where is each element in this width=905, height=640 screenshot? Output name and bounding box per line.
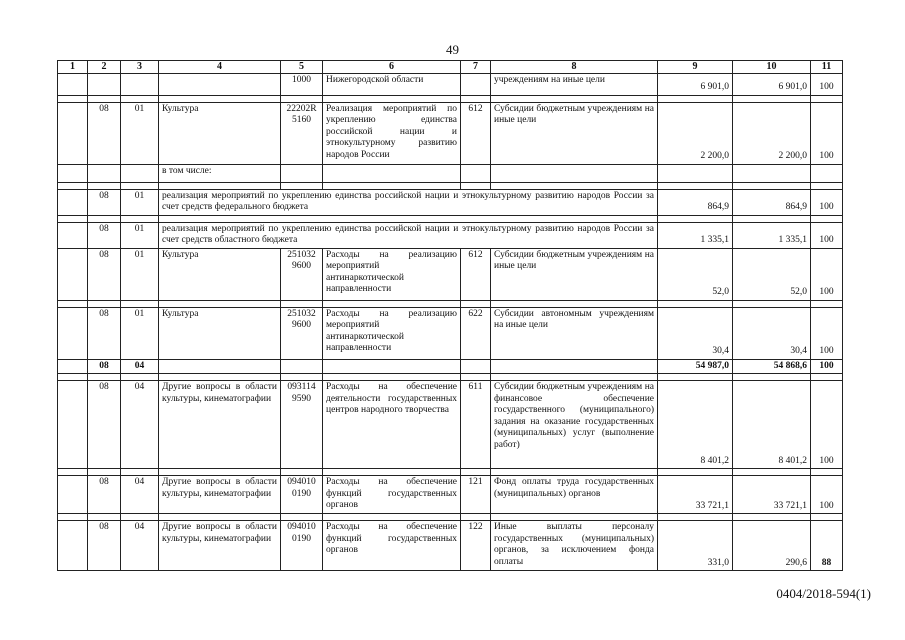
cell-type: Фонд оплаты труда государственных (муниципальных) органов <box>491 476 658 514</box>
cell-percent: 100 <box>811 476 843 514</box>
cell-fact: 2 200,0 <box>733 102 811 164</box>
cell-expense: Нижегородской области <box>323 73 461 95</box>
header-cell: 8 <box>491 61 658 74</box>
cell-percent: 100 <box>811 381 843 469</box>
cell-kind: 121 <box>461 476 491 514</box>
table-row <box>58 521 843 571</box>
header-cell: 9 <box>658 61 733 74</box>
header-cell: 1 <box>58 61 88 74</box>
cell-section: 08 <box>88 359 121 374</box>
table-row <box>58 189 843 215</box>
cell-plan: 52,0 <box>658 248 733 300</box>
cell-code: 251032 9600 <box>281 248 323 300</box>
cell-section: 08 <box>88 222 121 248</box>
cell-section: 08 <box>88 189 121 215</box>
header-cell: 5 <box>281 61 323 74</box>
cell-percent: 100 <box>811 102 843 164</box>
cell-name: Другие вопросы в области культуры, кинематографии <box>159 381 281 469</box>
cell-expense: Расходы на реализацию мероприятий антинаркотической направленности <box>323 307 461 359</box>
cell-section: 08 <box>88 102 121 164</box>
cell-subsection: 01 <box>121 222 159 248</box>
cell-section: 08 <box>88 307 121 359</box>
cell-plan: 2 200,0 <box>658 102 733 164</box>
cell-expense: Реализация мероприятий по укреплению единства российской нации и этнокультурному развитию народов России <box>323 102 461 164</box>
cell-name: Культура <box>159 248 281 300</box>
cell-fact: 30,4 <box>733 307 811 359</box>
header-cell: 4 <box>159 61 281 74</box>
cell-fact: 54 868,6 <box>733 359 811 374</box>
cell-section: 08 <box>88 476 121 514</box>
cell-section: 08 <box>88 381 121 469</box>
cell-percent: 100 <box>811 359 843 374</box>
cell-code: 1000 <box>281 73 323 95</box>
table-row <box>58 73 843 95</box>
cell-fact: 290,6 <box>733 521 811 571</box>
cell-section: 08 <box>88 521 121 571</box>
cell-expense: Расходы на обеспечение функций государственных органов <box>323 476 461 514</box>
table-row <box>58 307 843 359</box>
cell-expense: Расходы на обеспечение функций государственных органов <box>323 521 461 571</box>
cell-plan: 30,4 <box>658 307 733 359</box>
cell-subsection: 04 <box>121 359 159 374</box>
cell-section: 08 <box>88 248 121 300</box>
cell-type: Субсидии бюджетным учреждениям на иные цели <box>491 102 658 164</box>
cell-type: Субсидии бюджетным учреждениям на иные цели <box>491 248 658 300</box>
cell-subsection: 04 <box>121 521 159 571</box>
budget-table <box>57 60 843 571</box>
cell-name: Культура <box>159 102 281 164</box>
cell-fact: 33 721,1 <box>733 476 811 514</box>
header-row <box>58 61 843 74</box>
cell-name: Другие вопросы в области культуры, кинематографии <box>159 476 281 514</box>
cell-name: в том числе: <box>159 164 281 182</box>
cell-code: 094010 0190 <box>281 476 323 514</box>
cell-fact: 864,9 <box>733 189 811 215</box>
cell-kind: 611 <box>461 381 491 469</box>
table-row <box>58 222 843 248</box>
cell-percent: 100 <box>811 189 843 215</box>
table-row <box>58 381 843 469</box>
cell-kind: 622 <box>461 307 491 359</box>
cell-percent: 100 <box>811 73 843 95</box>
cell-subsection: 04 <box>121 476 159 514</box>
cell-plan: 33 721,1 <box>658 476 733 514</box>
header-cell: 10 <box>733 61 811 74</box>
cell-subsection: 01 <box>121 102 159 164</box>
cell-plan: 8 401,2 <box>658 381 733 469</box>
page-number: 49 <box>446 42 459 57</box>
cell-plan: 1 335,1 <box>658 222 733 248</box>
header-cell: 7 <box>461 61 491 74</box>
cell-merged-description: реализация мероприятий по укреплению единства российской нации и этнокультурному развитию народов России за счет средств федерального бюджета <box>159 189 658 215</box>
cell-percent: 100 <box>811 248 843 300</box>
cell-name: Другие вопросы в области культуры, кинематографии <box>159 521 281 571</box>
cell-kind: 122 <box>461 521 491 571</box>
cell-plan: 331,0 <box>658 521 733 571</box>
cell-plan: 6 901,0 <box>658 73 733 95</box>
document-code: 0404/2018-594(1) <box>776 586 871 601</box>
cell-code: 093114 9590 <box>281 381 323 469</box>
cell-expense: Расходы на обеспечение деятельности государственных центров народного творчества <box>323 381 461 469</box>
cell-percent: 100 <box>811 222 843 248</box>
cell-subsection: 01 <box>121 248 159 300</box>
table-row <box>58 476 843 514</box>
table-row <box>58 248 843 300</box>
cell-type: Субсидии бюджетным учреждениям на финансовое обеспечение государственного (муниципального) задания на оказание государственных (муниципальных) услуг (выполнение работ) <box>491 381 658 469</box>
cell-fact: 6 901,0 <box>733 73 811 95</box>
cell-type: Субсидии автономным учреждениям на иные цели <box>491 307 658 359</box>
cell-code: 251032 9600 <box>281 307 323 359</box>
cell-percent: 88 <box>811 521 843 571</box>
table-row <box>58 164 843 182</box>
cell-kind: 612 <box>461 102 491 164</box>
cell-kind: 612 <box>461 248 491 300</box>
cell-expense: Расходы на реализацию мероприятий антинаркотической направленности <box>323 248 461 300</box>
cell-code: 22202R 5160 <box>281 102 323 164</box>
table-row-subtotal <box>58 359 843 374</box>
cell-type: учреждениям на иные цели <box>491 73 658 95</box>
header-cell: 2 <box>88 61 121 74</box>
header-cell: 3 <box>121 61 159 74</box>
cell-subsection: 01 <box>121 307 159 359</box>
cell-type: Иные выплаты персоналу государственных (муниципальных) органов, за исключением фонда оплаты <box>491 521 658 571</box>
cell-name: Культура <box>159 307 281 359</box>
header-cell: 6 <box>323 61 461 74</box>
cell-subsection: 04 <box>121 381 159 469</box>
header-cell: 11 <box>811 61 843 74</box>
cell-code: 094010 0190 <box>281 521 323 571</box>
cell-percent: 100 <box>811 307 843 359</box>
cell-plan: 864,9 <box>658 189 733 215</box>
cell-fact: 8 401,2 <box>733 381 811 469</box>
table-row <box>58 102 843 164</box>
cell-merged-description: реализация мероприятий по укреплению единства российской нации и этнокультурному развитию народов России за счет средств областного бюджета <box>159 222 658 248</box>
cell-plan: 54 987,0 <box>658 359 733 374</box>
cell-fact: 52,0 <box>733 248 811 300</box>
cell-subsection: 01 <box>121 189 159 215</box>
cell-fact: 1 335,1 <box>733 222 811 248</box>
